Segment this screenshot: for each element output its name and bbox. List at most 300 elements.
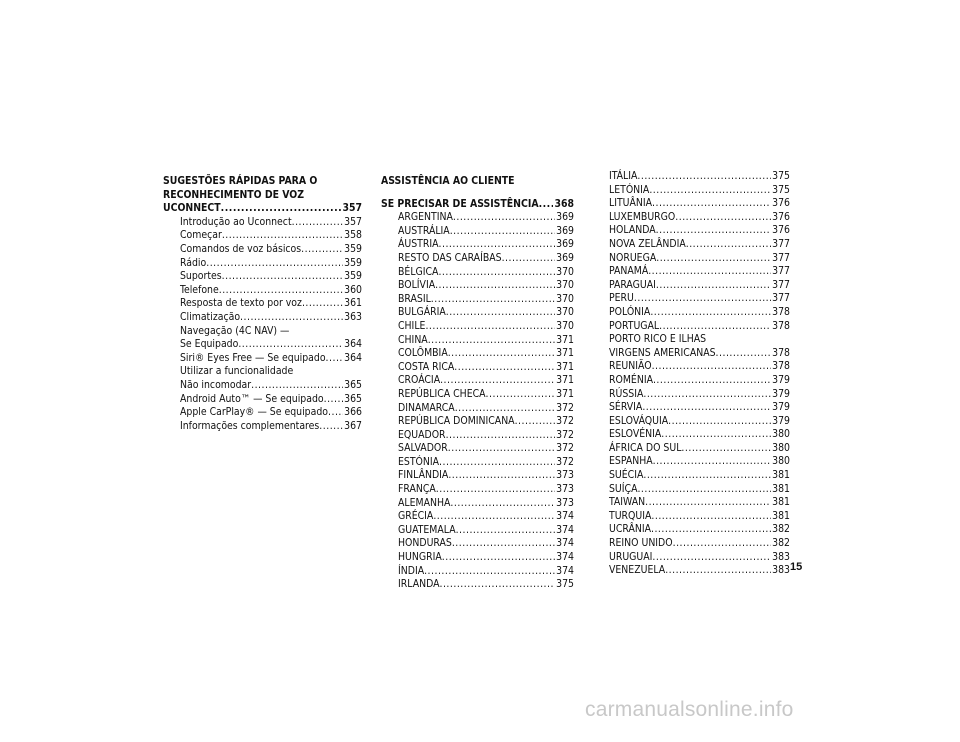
toc-entry[interactable]: [180, 243, 362, 257]
toc-entry-page: 373: [556, 496, 574, 509]
toc-entry[interactable]: [609, 455, 790, 469]
toc-entry[interactable]: [398, 225, 574, 239]
toc-entry-page: 381: [772, 482, 790, 495]
toc-entry-label: AUSTRÁLIA: [398, 224, 450, 237]
toc-entry[interactable]: [180, 270, 362, 284]
toc-entry-page: 358: [344, 229, 362, 242]
toc-entry[interactable]: [609, 537, 790, 551]
country-list: [381, 211, 574, 592]
toc-entry-page: 370: [556, 279, 574, 292]
toc-entry-label: PARAGUAI: [609, 278, 656, 291]
toc-entry-page: 371: [556, 333, 574, 346]
toc-entry[interactable]: [398, 456, 574, 470]
toc-entry-page: 377: [772, 251, 790, 264]
toc-entry[interactable]: [398, 374, 574, 388]
toc-entry-page: 380: [772, 441, 790, 454]
toc-entry-page: 382: [772, 537, 790, 550]
dot-leader: [649, 184, 771, 198]
toc-entry-label: EQUADOR: [398, 428, 446, 441]
dot-leader: [681, 442, 771, 456]
toc-entry-page: 361: [344, 297, 362, 310]
toc-entry[interactable]: [609, 415, 790, 429]
dot-leader: [651, 510, 771, 524]
toc-entry-label: REUNIÃO: [609, 360, 652, 373]
toc-entry-label: Informações complementares: [180, 419, 320, 432]
toc-entry-label: Resposta de texto por voz: [180, 297, 302, 310]
toc-entry-page: 366: [344, 406, 362, 419]
toc-entry-label: NOVA ZELÂNDIA: [609, 237, 686, 250]
dot-leader: [454, 361, 555, 375]
dot-leader: [643, 469, 771, 483]
toc-entry[interactable]: [180, 379, 362, 393]
dot-leader: [326, 352, 344, 366]
toc-entry-page: 376: [772, 224, 790, 237]
toc-entry-page: 371: [556, 374, 574, 387]
toc-entry[interactable]: [180, 393, 362, 407]
toc-entry-label: Não incomodar: [180, 378, 252, 391]
toc-entry-label: LETÓNIA: [609, 183, 650, 196]
toc-entry-page: 381: [772, 469, 790, 482]
section-heading-line: RECONHECIMENTO DE VOZ: [163, 188, 305, 201]
toc-entry-label: CHILE: [398, 319, 426, 332]
dot-leader: [328, 406, 343, 420]
dot-leader: [455, 402, 555, 416]
dot-leader: [251, 379, 343, 393]
toc-entry-label: ESLOVÉNIA: [609, 428, 662, 441]
toc-entry-label: DINAMARCA: [398, 401, 455, 414]
toc-entry[interactable]: [609, 469, 790, 483]
toc-entry-page: 371: [556, 347, 574, 360]
toc-column-voice: [163, 175, 362, 433]
toc-entry-label: VIRGENS AMERICANAS: [609, 346, 716, 359]
toc-entry-page: 374: [556, 537, 574, 550]
toc-entry[interactable]: [398, 497, 574, 511]
toc-entry-label: BRASIL: [398, 292, 431, 305]
toc-entry-assistance[interactable]: [381, 198, 574, 212]
toc-entry[interactable]: [609, 483, 790, 497]
dot-leader: [653, 455, 772, 469]
dot-leader: [436, 483, 555, 497]
toc-entry[interactable]: [398, 442, 574, 456]
section-title: ASSISTÊNCIA AO CLIENTE: [381, 175, 515, 187]
toc-entry-page: 379: [772, 373, 790, 386]
toc-entry[interactable]: [398, 238, 574, 252]
toc-entry-label: BÉLGICA: [398, 265, 439, 278]
dot-leader: [222, 229, 343, 243]
dot-leader: [448, 442, 555, 456]
toc-entry[interactable]: [609, 197, 790, 211]
toc-entry[interactable]: [398, 306, 574, 320]
toc-entry[interactable]: [398, 402, 574, 416]
toc-entry-label: PERU: [609, 292, 634, 305]
dot-leader: [486, 388, 556, 402]
toc-entry[interactable]: [609, 496, 790, 510]
toc-entry-label: RÚSSIA: [609, 387, 644, 400]
toc-entry-label: SE PRECISAR DE ASSISTÊNCIA: [381, 197, 539, 210]
toc-entry-label: Apple CarPlay® — Se equipado: [180, 406, 329, 419]
toc-entry[interactable]: [398, 483, 574, 497]
toc-entry-label: HONDURAS: [398, 537, 452, 550]
toc-entry-page: 377: [772, 265, 790, 278]
toc-entry-page: 371: [556, 387, 574, 400]
toc-entry-page: 371: [556, 360, 574, 373]
dot-leader: [453, 211, 555, 225]
dot-leader: [428, 334, 555, 348]
dot-leader: [435, 279, 555, 293]
toc-entry-page: 376: [772, 210, 790, 223]
toc-entry[interactable]: [609, 428, 790, 442]
dot-leader: [648, 265, 771, 279]
toc-entry-page: 359: [344, 256, 362, 269]
dot-leader: [206, 257, 343, 271]
toc-entry-label: TAIWAN: [609, 496, 646, 509]
toc-entry-label: PORTUGAL: [609, 319, 660, 332]
dot-leader: [319, 420, 343, 434]
toc-entry-label: FRANÇA: [398, 483, 436, 496]
toc-entry-label: Se Equipado: [180, 338, 239, 351]
dot-leader: [665, 564, 771, 578]
toc-entry-page: 382: [772, 523, 790, 536]
toc-entry-page: 370: [556, 292, 574, 305]
toc-entry-page: 368: [554, 197, 574, 210]
toc-entry[interactable]: [180, 420, 362, 434]
dot-leader: [446, 306, 555, 320]
toc-entry-label: IRLANDA: [398, 578, 440, 591]
toc-entry-label: GRÉCIA: [398, 510, 434, 523]
dot-leader: [668, 415, 771, 429]
toc-entry-label: Climatização: [180, 310, 241, 323]
dot-leader: [450, 225, 555, 239]
toc-entry-page: 380: [772, 455, 790, 468]
toc-entry[interactable]: [609, 388, 790, 402]
dot-leader: [439, 456, 555, 470]
toc-entry-page: 375: [556, 578, 574, 591]
dot-leader: [301, 243, 343, 257]
dot-leader: [292, 216, 344, 230]
dot-leader: [431, 293, 555, 307]
toc-entry-uconnect[interactable]: [163, 202, 362, 216]
toc-entry[interactable]: [398, 565, 574, 579]
toc-entry-label: COSTA RICA: [398, 360, 455, 373]
country-list: [609, 360, 790, 578]
toc-entry-label: REINO UNIDO: [609, 537, 673, 550]
toc-entry-label-line: PORTO RICO E ILHAS: [609, 333, 707, 346]
toc-entry[interactable]: [398, 252, 574, 266]
toc-entry-label: HUNGRIA: [398, 551, 442, 564]
toc-entry[interactable]: [398, 334, 574, 348]
dot-leader: [656, 252, 771, 266]
toc-entry-page: 365: [344, 378, 362, 391]
dot-leader: [456, 524, 556, 538]
toc-entry-page: 377: [772, 278, 790, 291]
toc-entry-page: 372: [556, 401, 574, 414]
page-number: 15: [790, 561, 803, 573]
toc-entry-page: 360: [344, 283, 362, 296]
toc-entry-label: ESTÓNIA: [398, 455, 440, 468]
toc-entry-label: ALEMANHA: [398, 496, 451, 509]
toc-entry-label: UCRÂNIA: [609, 523, 651, 536]
toc-entry-page: 372: [556, 415, 574, 428]
dot-leader: [425, 320, 555, 334]
toc-entry[interactable]: [609, 238, 790, 252]
toc-entry[interactable]: [609, 442, 790, 456]
toc-entry-page: 359: [344, 270, 362, 283]
toc-entry-label: SALVADOR: [398, 442, 448, 455]
toc-entry-page: 378: [772, 346, 790, 359]
toc-entry-label: Android Auto™ — Se equipado: [180, 392, 324, 405]
toc-entry-label: BOLÍVIA: [398, 279, 436, 292]
dot-leader: [222, 270, 344, 284]
toc-entry-label: Suportes: [180, 270, 222, 283]
dot-leader: [686, 238, 771, 252]
toc-entry-label: NORUEGA: [609, 251, 657, 264]
toc-entry-label: ESPANHA: [609, 455, 653, 468]
toc-entry-label: Rádio: [180, 256, 207, 269]
toc-entry-label: URUGUAI: [609, 550, 653, 563]
toc-entry-page: 373: [556, 483, 574, 496]
toc-entry-page: 380: [772, 428, 790, 441]
toc-entry-page: 375: [772, 170, 790, 182]
dot-leader: [238, 338, 343, 352]
toc-entry[interactable]: [398, 524, 574, 538]
toc-entry[interactable]: [398, 537, 574, 551]
toc-entry-page: 377: [772, 292, 790, 305]
toc-entry[interactable]: [609, 292, 790, 306]
toc-entry-page: 374: [556, 551, 574, 564]
toc-entry-page: 367: [344, 419, 362, 432]
toc-entry-page: 369: [556, 251, 574, 264]
toc-entry-page: 369: [556, 224, 574, 237]
toc-entry-page: 357: [344, 215, 362, 228]
toc-entry[interactable]: [609, 401, 790, 415]
toc-entry[interactable]: [398, 320, 574, 334]
dot-leader: [675, 211, 771, 225]
dot-leader: [637, 483, 771, 497]
toc-entry[interactable]: [609, 279, 790, 293]
dot-leader: [440, 374, 555, 388]
toc-entry-page: 375: [772, 183, 790, 196]
toc-entry[interactable]: [398, 551, 574, 565]
toc-entry[interactable]: [180, 297, 362, 311]
toc-entry[interactable]: [180, 284, 362, 298]
toc-entry-page: 357: [342, 202, 362, 215]
dot-leader: [515, 415, 556, 429]
toc-entry[interactable]: [398, 211, 574, 225]
dot-leader: [221, 202, 342, 216]
dot-leader: [433, 510, 555, 524]
toc-entry-label: CROÁCIA: [398, 374, 441, 387]
toc-entry[interactable]: [180, 257, 362, 271]
toc-entry[interactable]: [398, 429, 574, 443]
toc-entry-label: ESLOVÁQUIA: [609, 414, 669, 427]
dot-leader: [446, 429, 556, 443]
dot-leader: [651, 523, 771, 537]
dot-leader: [716, 347, 772, 361]
toc-entry[interactable]: [609, 170, 790, 184]
toc-entry-page: 378: [772, 305, 790, 318]
toc-entry-label: Começar: [180, 229, 222, 242]
toc-entry-label: COLÔMBIA: [398, 347, 448, 360]
toc-entry-page: 369: [556, 238, 574, 251]
toc-entry-label: TURQUIA: [609, 509, 652, 522]
toc-entry[interactable]: [398, 347, 574, 361]
toc-entry[interactable]: [398, 361, 574, 375]
dot-leader: [219, 284, 343, 298]
dot-leader: [656, 224, 772, 238]
dot-leader: [656, 279, 771, 293]
toc-entry-label: RESTO DAS CARAÍBAS: [398, 251, 502, 264]
toc-entry[interactable]: [180, 406, 362, 420]
toc-entry-label: Introdução ao Uconnect: [180, 215, 292, 228]
toc-entry-label: POLÓNIA: [609, 305, 651, 318]
toc-entry-label: Siri® Eyes Free — Se equipado: [180, 351, 326, 364]
toc-entry-page: 383: [772, 564, 790, 577]
toc-entry-label: SÉRVIA: [609, 401, 643, 414]
toc-entry-page: 363: [344, 310, 362, 323]
dot-leader: [450, 497, 555, 511]
toc-entry-page: 381: [772, 509, 790, 522]
dot-leader: [659, 320, 771, 334]
toc-entry-label: GUATEMALA: [398, 523, 456, 536]
toc-entry[interactable]: [398, 469, 574, 483]
toc-entry-label: SUÉCIA: [609, 469, 644, 482]
dot-leader: [442, 551, 555, 565]
toc-entry[interactable]: [398, 388, 574, 402]
toc-entry[interactable]: [398, 266, 574, 280]
toc-entry[interactable]: [609, 510, 790, 524]
toc-entry-label: LITUÂNIA: [609, 197, 653, 210]
toc-entry-label: HOLANDA: [609, 224, 656, 237]
toc-entry-label: Telefone: [180, 283, 219, 296]
dot-leader: [502, 252, 556, 266]
dot-leader: [438, 266, 555, 280]
toc-entry-label: PANAMÁ: [609, 265, 649, 278]
toc-entry-page: 359: [344, 242, 362, 255]
toc-entry[interactable]: [609, 551, 790, 565]
toc-entry[interactable]: [609, 360, 790, 374]
toc-entry-page: 364: [344, 351, 362, 364]
dot-leader: [650, 306, 771, 320]
toc-entry[interactable]: [609, 564, 790, 578]
toc-column-countries: [609, 170, 790, 578]
toc-entry-page: 370: [556, 265, 574, 278]
dot-leader: [652, 197, 771, 211]
toc-entry-page: 376: [772, 197, 790, 210]
dot-leader: [653, 374, 771, 388]
dot-leader: [642, 401, 771, 415]
toc-entry[interactable]: [609, 184, 790, 198]
dot-leader: [302, 297, 343, 311]
toc-entry-page: 381: [772, 496, 790, 509]
toc-entry[interactable]: [609, 265, 790, 279]
toc-entry-page: 379: [772, 387, 790, 400]
toc-entry[interactable]: [180, 311, 362, 325]
dot-leader: [637, 170, 771, 184]
toc-entry[interactable]: [180, 352, 362, 366]
toc-entry[interactable]: [609, 252, 790, 266]
toc-entry[interactable]: [180, 216, 362, 230]
toc-entry-label: CHINA: [398, 333, 428, 346]
toc-entry-label: ÍNDIA: [398, 564, 425, 577]
toc-entry-page: 373: [556, 469, 574, 482]
toc-entry-page: 370: [556, 319, 574, 332]
toc-entry[interactable]: [609, 320, 790, 334]
toc-entry[interactable]: [398, 415, 574, 429]
dot-leader: [424, 565, 555, 579]
toc-entry[interactable]: [609, 224, 790, 238]
toc-entry[interactable]: [398, 279, 574, 293]
dot-leader: [240, 311, 343, 325]
toc-entry[interactable]: [180, 338, 362, 352]
toc-entry-label: ITÁLIA: [609, 170, 638, 182]
toc-entry-label: SUÍÇA: [609, 482, 638, 495]
toc-entry-label: UCONNECT: [163, 202, 221, 215]
toc-entry-label-line: Utilizar a funcionalidade: [180, 365, 294, 378]
toc-entry-page: 372: [556, 428, 574, 441]
toc-entry-page: 378: [772, 319, 790, 332]
dot-leader: [324, 393, 344, 407]
toc-entry-page: 383: [772, 550, 790, 563]
toc-entry-page: 379: [772, 414, 790, 427]
toc-entry-page: 370: [556, 306, 574, 319]
toc-entry-label: BULGÁRIA: [398, 306, 446, 319]
toc-entry-page: 374: [556, 510, 574, 523]
toc-entry[interactable]: [609, 306, 790, 320]
dot-leader: [452, 537, 555, 551]
toc-entry-page: 372: [556, 442, 574, 455]
dot-leader: [652, 360, 772, 374]
toc-entry[interactable]: [398, 578, 574, 592]
toc-entry-page: 364: [344, 338, 362, 351]
toc-entry[interactable]: [180, 229, 362, 243]
toc-entry[interactable]: [398, 510, 574, 524]
toc-entry-page: 377: [772, 237, 790, 250]
toc-entry-label: ÁUSTRIA: [398, 238, 439, 251]
toc-entry-label: REPÚBLICA DOMINICANA: [398, 415, 515, 428]
toc-entry-label: FINLÂNDIA: [398, 469, 449, 482]
toc-entry[interactable]: [398, 293, 574, 307]
toc-entry[interactable]: [609, 374, 790, 388]
toc-entry-label: LUXEMBURGO: [609, 210, 676, 223]
dot-leader: [652, 551, 771, 565]
toc-entry-page: 374: [556, 564, 574, 577]
toc-entry-page: 372: [556, 455, 574, 468]
toc-entry-label: ARGENTINA: [398, 211, 453, 224]
toc-entry-label: ÁFRICA DO SUL: [609, 441, 682, 454]
toc-entry-page: 365: [344, 392, 362, 405]
dot-leader: [448, 347, 555, 361]
dot-leader: [539, 198, 554, 212]
dot-leader: [440, 578, 556, 592]
toc-entry[interactable]: [609, 211, 790, 225]
toc-entry-label: Comandos de voz básicos: [180, 242, 302, 255]
dot-leader: [439, 238, 556, 252]
dot-leader: [645, 496, 771, 510]
dot-leader: [643, 388, 771, 402]
toc-entry-label-line: Navegação (4C NAV) —: [180, 324, 290, 337]
toc-entry[interactable]: [609, 347, 790, 361]
country-list: [609, 170, 790, 333]
dot-leader: [661, 428, 771, 442]
section-heading-line: SUGESTÕES RÁPIDAS PARA O: [163, 175, 318, 187]
toc-entry-label: VENEZUELA: [609, 564, 666, 577]
dot-leader: [673, 537, 772, 551]
toc-entry-label: ROMÉNIA: [609, 373, 653, 386]
watermark: carmanualsonline.info: [585, 698, 794, 721]
toc-entry[interactable]: [609, 523, 790, 537]
spacer: [381, 189, 574, 198]
toc-entry-page: 379: [772, 401, 790, 414]
